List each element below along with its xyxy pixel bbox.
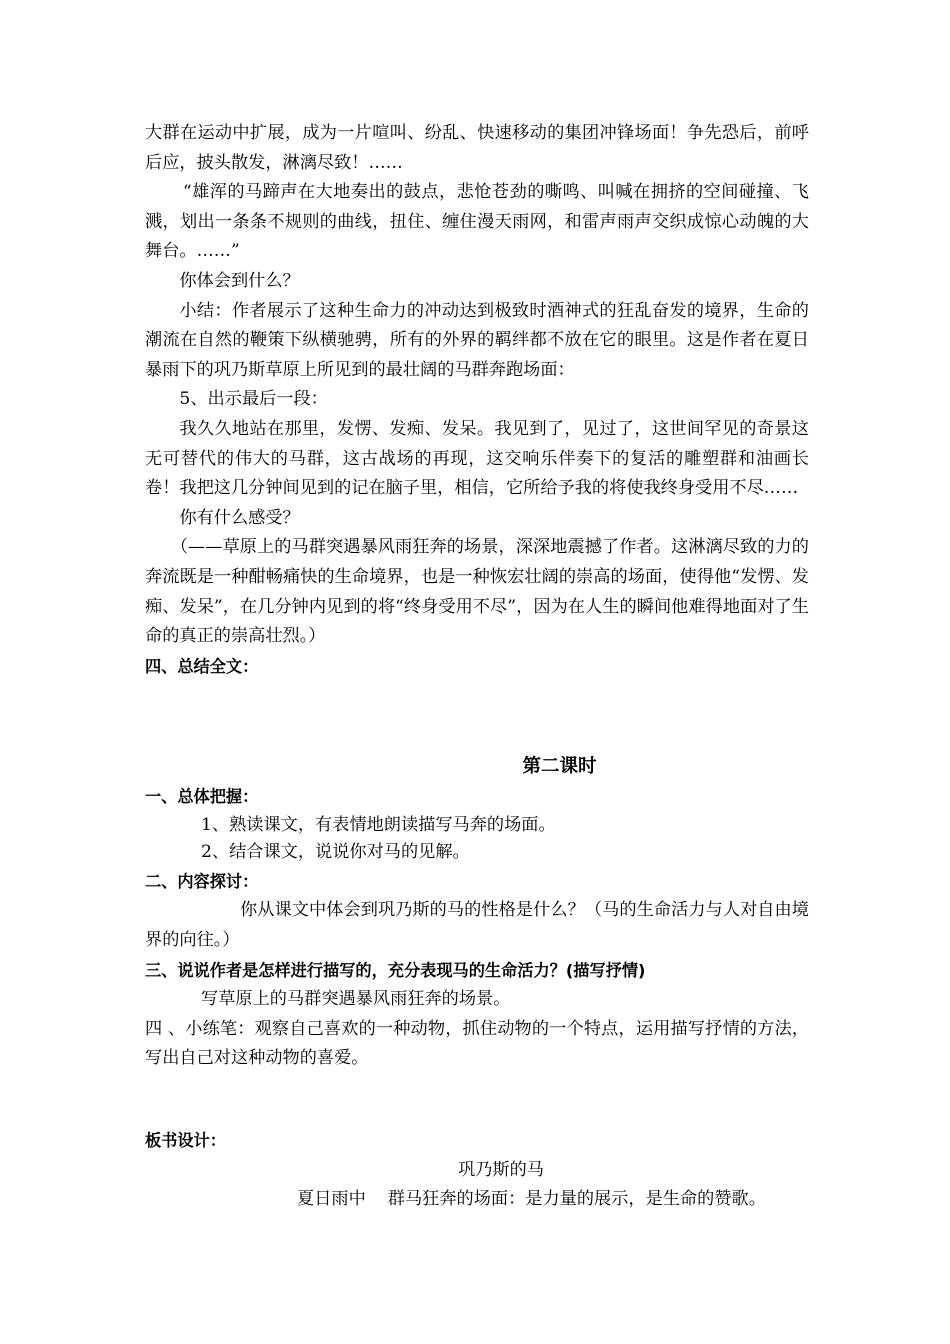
final-paragraph-quote: 我久久地站在那里，发愣、发痴、发呆。我见到了，见过了，这世间罕见的奇景这无可替代的伟大的马群，这古战场的再现，这交响乐伴奏下的复活的雕塑群和油画长卷！我把这几分钟间见到的记在脑子里，相信，它所给予我的将使我终身受用不尽…… [145, 418, 809, 499]
paragraph-herd-charge: 大群在运动中扩展，成为一片喧叫、纷乱、快速移动的集团冲锋场面！争先恐后，前呼后应，披头散发，淋漓尽致！…… [145, 123, 809, 173]
document-content [145, 119, 809, 1215]
question-feeling: 你有什么感受？ [179, 507, 300, 528]
board-right: 群马狂奔的场面：是力量的展示，是生命的赞歌。 [387, 1189, 766, 1210]
question-feel: 你体会到什么？ [179, 270, 300, 291]
spacer [145, 681, 809, 752]
step-5: 5、出示最后一段： [179, 389, 328, 410]
section-3-heading: 三、说说作者是怎样进行描写的，充分表现马的生命活力？(描写抒情) [145, 960, 646, 980]
board-heading: 板书设计： [145, 1131, 226, 1151]
section-2-text: 你从课文中体会到巩乃斯的马的性格是什么？（马的生命活力与人对自由境界的向往。） [145, 900, 809, 951]
board-line [145, 1185, 809, 1215]
quote-hoofbeats: “雄浑的马蹄声在大地奏出的鼓点，悲怆苍劲的嘶鸣、叫喊在拥挤的空间碰撞、飞溅，划出一条条不规则的曲线，扭住、缠住漫天雨网，和雷声雨声交织成惊心动魄的大舞台。……” [145, 182, 809, 262]
section-summary-heading: 四、总结全文： [145, 656, 259, 676]
board-title: 巩乃斯的马 [458, 1159, 544, 1180]
section-1-item-2: 2、结合课文，说说你对马的见解。 [201, 842, 470, 863]
answer-paragraph: （——草原上的马群突遇暴风雨狂奔的场景，深深地震撼了作者。这淋漓尽致的力的奔流既是一种酣畅痛快的生命境界，也是一种恢宏壮阔的崇高的场面，使得他“发愣、发痴、发呆”，在几分钟内见到的将“终身受用不尽”，因为在人生的瞬间他难得地面对了生命的真正的崇高壮烈。） [145, 537, 809, 647]
board-left: 夏日雨中 [297, 1189, 366, 1210]
section-4-text: 四 、小练笔：观察自己喜欢的一种动物，抓住动物的一个特点，运用描写抒情的方法，写出自己对这种动物的喜爱。 [145, 1018, 809, 1069]
section-3-text: 写草原上的马群突遇暴风雨狂奔的场景。 [201, 989, 511, 1010]
section-1-heading: 一、总体把握： [145, 787, 259, 807]
summary-paragraph: 小结：作者展示了这种生命力的冲动达到极致时酒神式的狂乱奋发的境界，生命的潮流在自然的鞭策下纵横驰骋，所有的外界的羁绊都不放在它的眼里。这是作者在夏日暴雨下的巩乃斯草原上所见到的最壮阔的马群奔跑场面： [145, 300, 809, 380]
section-1-item-1: 1、熟读课文，有表情地朗读描写马奔的场面。 [201, 814, 556, 835]
spacer [145, 1074, 809, 1126]
section-2-heading: 二、内容探讨： [145, 871, 259, 891]
lesson-2-title: 第二课时 [522, 756, 597, 778]
